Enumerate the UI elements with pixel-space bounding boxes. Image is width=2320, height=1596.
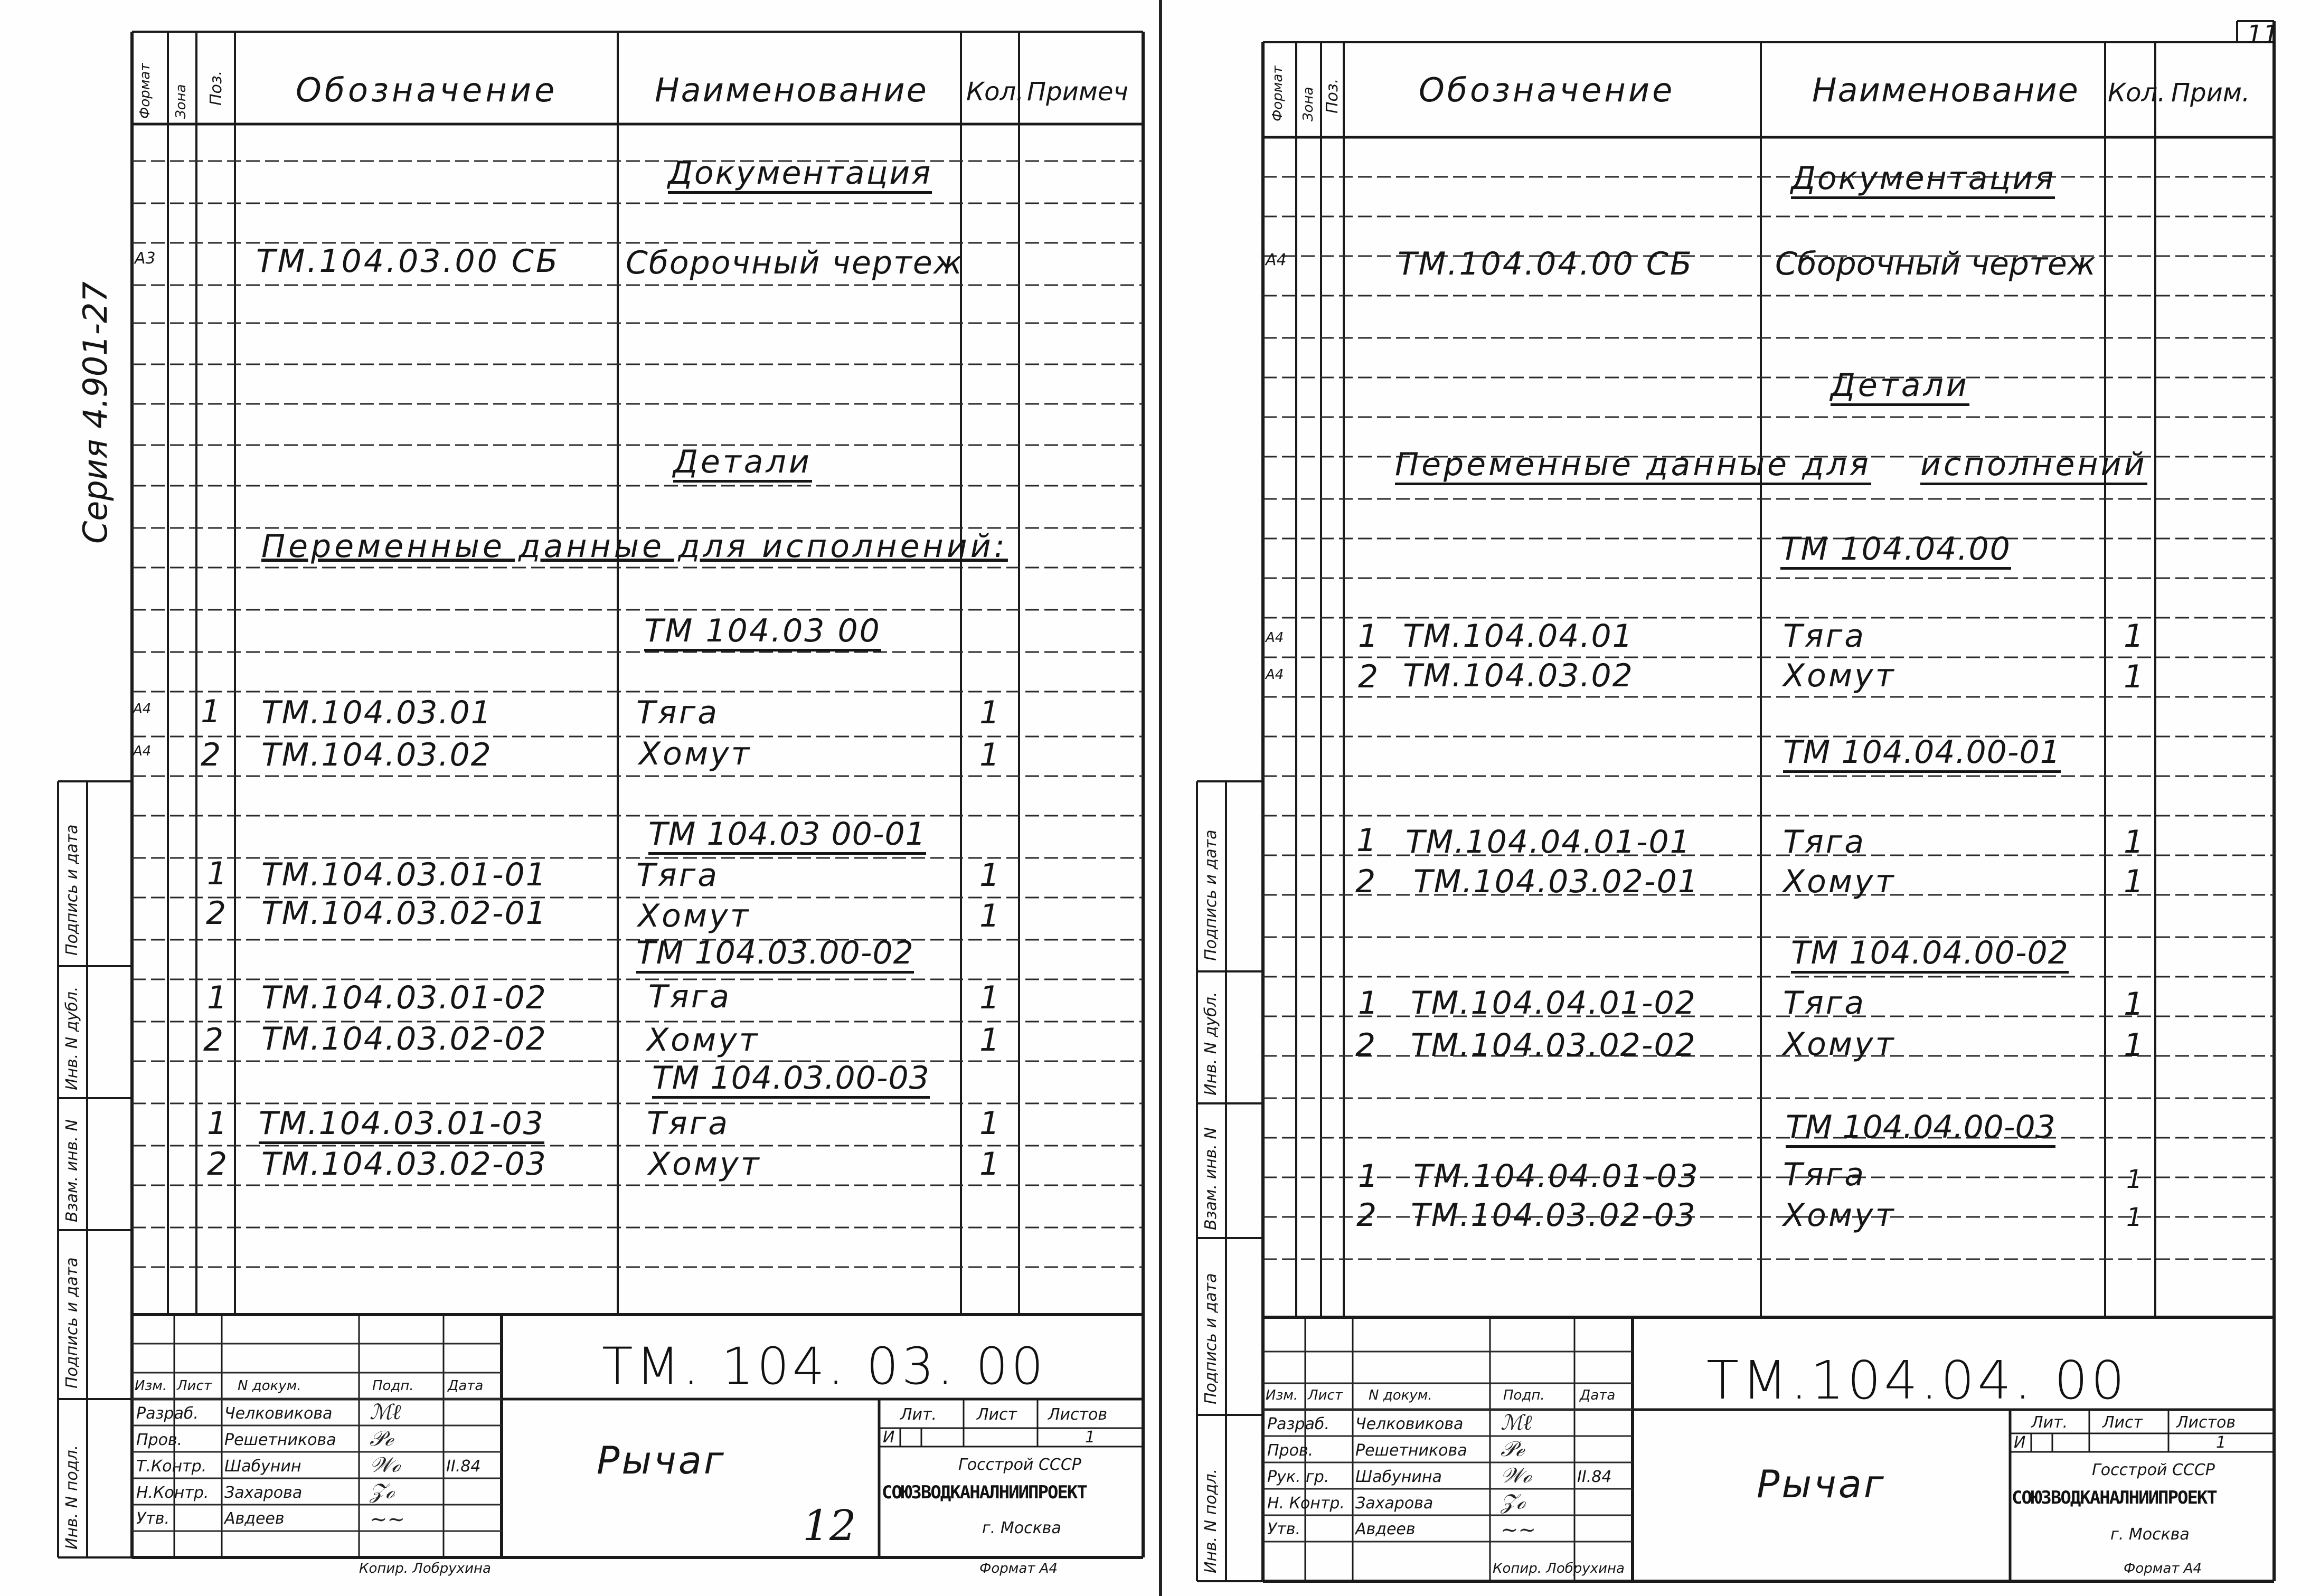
signature-mark: 𝒫ℯ <box>370 1427 393 1451</box>
tb-org-2: СОЮЗВОДКАНАЛНИИПРОЕКТ <box>2012 1487 2217 1508</box>
row-format: А4 <box>133 743 152 759</box>
side-label-sign-date-1: Подпись и дата <box>1202 829 1220 961</box>
tb-item-name: Рычаг <box>1757 1462 1886 1506</box>
row-qty: 1 <box>2126 1165 2143 1194</box>
tb-head-data: Дата <box>1580 1387 1616 1403</box>
row-pos: 1 <box>1358 985 1379 1022</box>
tb-head-izm: Изм. <box>1266 1387 1298 1403</box>
row-pos: 1 <box>207 855 228 892</box>
row-name: Хомут <box>648 1146 761 1183</box>
row-pos: 2 <box>1356 1197 1377 1234</box>
row-pos: 1 <box>207 979 228 1016</box>
signature-mark: 𝒵ℴ <box>1501 1490 1526 1514</box>
row-pos: 1 <box>1356 822 1377 859</box>
tb-org-2: СОЮЗВОДКАНАЛНИИПРОЕКТ <box>882 1482 1087 1503</box>
variant-header: ТМ 104.04.00-03 <box>1786 1111 2055 1148</box>
tb-signer: Шабунина <box>1355 1468 1442 1486</box>
tb-head-list: Лист <box>1308 1387 1343 1403</box>
row-pos: 2 <box>201 736 221 773</box>
row-qty: 1 <box>979 857 1000 894</box>
variable-data-label-end: исполнений <box>1920 449 2147 485</box>
side-label-inv-dubl: Инв. N дубл. <box>1202 991 1220 1096</box>
row-format: А4 <box>133 701 152 717</box>
row-pos: 2 <box>206 895 227 932</box>
tb-head-ndoc: N докум. <box>1369 1387 1432 1403</box>
tb-doc-code: ТМ.104.04. 00 <box>1706 1349 2128 1411</box>
tb-head-ndoc: N докум. <box>238 1378 301 1394</box>
page-number: 11 <box>2247 20 2279 50</box>
signature-mark: 𝒲ℴ <box>1501 1463 1532 1488</box>
variant-header: ТМ 104.04.00 <box>1780 533 2011 570</box>
doc-code: ТМ.104.04.00 СБ <box>1398 245 1693 282</box>
row-name: Хомут <box>639 735 752 772</box>
side-label-inv-orig: Инв. N подл. <box>63 1444 81 1550</box>
row-code: ТМ.104.03.01-03 <box>259 1108 544 1144</box>
variant-header: ТМ 104.03.00-03 <box>652 1062 930 1099</box>
row-code: ТМ.104.03.01-02 <box>261 979 547 1016</box>
tb-signer: Решетникова <box>1355 1441 1467 1460</box>
row-pos: 2 <box>1358 658 1379 695</box>
side-label-sign-date-2: Подпись и дата <box>1202 1273 1220 1404</box>
tb-sheet-hand: 12 <box>803 1501 856 1550</box>
row-code: ТМ.104.03.02 <box>261 736 492 773</box>
row-name: Хомут <box>647 1022 760 1059</box>
tb-signer: Решетникова <box>224 1431 336 1449</box>
tb-signer: Авдеев <box>1355 1520 1416 1538</box>
row-code: ТМ.104.04.01-02 <box>1411 985 1696 1022</box>
row-code: ТМ.104.03.02-01 <box>1413 863 1699 900</box>
tb-item-name: Рычаг <box>597 1438 726 1482</box>
doc-name: Сборочный чертеж <box>626 244 963 281</box>
variant-header: ТМ 104.04.00-02 <box>1791 937 2069 974</box>
tb-role: Утв. <box>1267 1520 1300 1538</box>
signature-mark: ℳℓ <box>1501 1411 1532 1435</box>
doc-section-title: Документация <box>668 157 932 194</box>
col-qty-header: Кол. <box>2108 78 2166 108</box>
col-pos-header: Поз. <box>1323 78 1342 114</box>
row-qty: 1 <box>979 979 1000 1016</box>
row-format: А4 <box>1266 630 1284 646</box>
tb-role: Рук. гр. <box>1267 1468 1329 1486</box>
signature-mark: ~~ <box>1501 1518 1536 1542</box>
tb-role: Разраб. <box>1267 1415 1329 1433</box>
signature-mark: ℳℓ <box>370 1400 401 1424</box>
side-label-vzam-inv: Взам. инв. N <box>1202 1127 1220 1230</box>
row-qty: 1 <box>979 898 1000 934</box>
row-code: ТМ.104.03.02-01 <box>261 895 547 932</box>
row-qty: 1 <box>979 1022 1000 1059</box>
tb-role: Н.Контр. <box>136 1484 209 1502</box>
tb-lit-value: И <box>883 1428 895 1447</box>
row-name: Хомут <box>638 898 751 934</box>
row-qty: 1 <box>2126 1203 2143 1232</box>
row-pos: 2 <box>203 1022 224 1059</box>
row-qty: 1 <box>2124 824 2144 861</box>
tb-head-podp: Подп. <box>1503 1387 1545 1403</box>
doc-name: Сборочный чертеж <box>1775 245 2096 282</box>
col-designation-header: Обозначение <box>1419 71 1675 109</box>
tb-role: Разраб. <box>136 1404 199 1423</box>
variant-header: ТМ 104.03.00-02 <box>636 937 914 974</box>
col-format-header: Формат <box>1270 65 1286 121</box>
row-code: ТМ.104.04.01 <box>1403 618 1634 655</box>
row-name: Хомут <box>1783 1197 1896 1234</box>
row-qty: 1 <box>979 694 1000 731</box>
tb-date: II.84 <box>1577 1468 1612 1486</box>
tb-role: Пров. <box>1267 1441 1314 1460</box>
row-pos: 2 <box>1355 1027 1376 1064</box>
row-name: Хомут <box>1783 1026 1896 1063</box>
row-name: Тяга <box>636 694 720 731</box>
row-format: А4 <box>1266 667 1284 683</box>
tb-date: II.84 <box>446 1457 481 1476</box>
row-name: Тяга <box>1783 1156 1866 1193</box>
details-section-title: Детали <box>1831 370 1969 406</box>
row-pos: 2 <box>207 1146 228 1183</box>
col-zone-header: Зона <box>173 84 189 119</box>
tb-sheets-label: Листов <box>2176 1413 2236 1432</box>
variant-header: ТМ 104.03 00 <box>644 615 881 651</box>
tb-doc-code: ТМ. 104. 03. 00 <box>602 1337 1047 1396</box>
sheet-format: Формат А4 <box>979 1561 1058 1576</box>
doc-code: ТМ.104.03.00 СБ <box>256 243 560 280</box>
spec-sheet-right <box>1160 0 2320 1596</box>
details-section-title: Детали <box>673 446 812 483</box>
tb-lit-label: Лит. <box>2031 1413 2068 1432</box>
col-format-header: Формат <box>137 63 153 119</box>
tb-sheet-label: Лист <box>2102 1413 2143 1432</box>
tb-sheet-label: Лист <box>977 1405 1017 1424</box>
tb-city: г. Москва <box>982 1519 1061 1537</box>
side-label-inv-orig: Инв. N подл. <box>1202 1468 1220 1573</box>
row-pos: 1 <box>207 1105 228 1142</box>
row-name: Хомут <box>1783 863 1896 900</box>
tb-lit-value: И <box>2014 1433 2026 1452</box>
signature-mark: 𝒵ℴ <box>370 1479 395 1504</box>
copied-by: Копир. Лобрухина <box>1493 1561 1625 1576</box>
row-qty: 1 <box>2124 863 2144 900</box>
side-label-sign-date-1: Подпись и дата <box>63 824 81 956</box>
signature-mark: 𝒫ℯ <box>1501 1437 1524 1461</box>
tb-signer: Челковикова <box>1355 1415 1464 1433</box>
tb-head-izm: Изм. <box>135 1378 167 1394</box>
col-note-header: Прим. <box>2171 78 2250 108</box>
col-note-header: Примеч <box>1027 77 1128 107</box>
variant-header: ТМ 104.04.00-01 <box>1783 736 2061 773</box>
row-pos: 2 <box>1355 863 1376 900</box>
row-code: ТМ.104.03.01-01 <box>261 856 547 893</box>
sheet-format: Формат А4 <box>2124 1561 2202 1576</box>
tb-head-podp: Подп. <box>372 1378 414 1394</box>
row-name: Хомут <box>1783 657 1896 694</box>
tb-signer: Челковикова <box>224 1404 333 1423</box>
tb-lit-label: Лит. <box>900 1405 937 1424</box>
signature-mark: ~~ <box>370 1507 405 1532</box>
row-name: Тяга <box>647 1105 730 1142</box>
copied-by: Копир. Лобрухина <box>359 1561 491 1576</box>
tb-head-data: Дата <box>448 1378 484 1394</box>
tb-signer: Захарова <box>224 1484 303 1502</box>
row-code: ТМ.104.03.02-02 <box>1411 1027 1696 1064</box>
row-code: ТМ.104.03.02-02 <box>261 1021 547 1057</box>
doc-format: А4 <box>1266 251 1287 269</box>
doc-section-title: Документация <box>1791 163 2055 199</box>
tb-role: Т.Контр. <box>136 1457 207 1476</box>
row-name: Тяга <box>1783 618 1866 655</box>
row-code: ТМ.104.03.02 <box>1403 657 1634 694</box>
row-pos: 1 <box>1358 618 1379 655</box>
series-label: Серия 4.901-27 <box>76 281 115 544</box>
tb-head-list: Лист <box>177 1378 212 1394</box>
tb-role: Н. Контр. <box>1267 1494 1345 1513</box>
tb-signer: Захарова <box>1355 1494 1434 1513</box>
tb-role: Пров. <box>136 1431 183 1449</box>
row-code: ТМ.104.04.01-01 <box>1406 824 1691 861</box>
tb-org-1: Госстрой СССР <box>958 1456 1081 1474</box>
row-name: Тяга <box>1783 824 1866 861</box>
variant-header: ТМ 104.03 00-01 <box>648 818 926 855</box>
row-qty: 1 <box>979 736 1000 773</box>
row-code: ТМ.104.03.02-03 <box>261 1146 547 1183</box>
tb-org-1: Госстрой СССР <box>2092 1461 2215 1479</box>
row-qty: 1 <box>979 1105 1000 1142</box>
row-qty: 1 <box>2124 618 2144 655</box>
col-zone-header: Зона <box>1300 87 1316 121</box>
row-code: ТМ.104.03.01 <box>261 694 492 731</box>
variable-data-label: Переменные данные для исполнений: <box>261 528 1008 565</box>
tb-city: г. Москва <box>2110 1525 2190 1544</box>
variable-data-label: Переменные данные для <box>1395 449 1871 485</box>
row-name: Тяга <box>636 857 720 894</box>
row-qty: 1 <box>2124 658 2144 695</box>
row-qty: 1 <box>2124 986 2144 1023</box>
side-label-sign-date-2: Подпись и дата <box>63 1257 81 1389</box>
row-qty: 1 <box>979 1146 1000 1183</box>
col-name-header: Наименование <box>1812 71 2079 109</box>
signature-mark: 𝒲ℴ <box>370 1453 401 1477</box>
side-label-inv-dubl: Инв. N дубл. <box>63 986 81 1090</box>
row-pos: 1 <box>1358 1158 1379 1195</box>
tb-signer: Авдеев <box>224 1509 285 1528</box>
tb-sheets-value: 1 <box>2216 1433 2227 1452</box>
tb-signer: Шабунин <box>224 1457 301 1476</box>
row-code: ТМ.104.03.02-03 <box>1411 1197 1696 1234</box>
tb-role: Утв. <box>136 1509 169 1528</box>
col-designation-header: Обозначение <box>296 71 558 109</box>
row-name: Тяга <box>1783 985 1866 1022</box>
col-pos-header: Поз. <box>207 70 225 106</box>
row-qty: 1 <box>2124 1027 2144 1064</box>
side-label-vzam-inv: Взам. инв. N <box>63 1119 81 1222</box>
doc-format: А3 <box>135 249 156 268</box>
col-name-header: Наименование <box>655 71 928 109</box>
tb-sheets-label: Листов <box>1048 1405 1108 1424</box>
row-name: Тяга <box>648 978 732 1015</box>
row-pos: 1 <box>201 693 221 730</box>
col-qty-header: Кол. <box>966 77 1024 107</box>
tb-sheets-value: 1 <box>1085 1428 1096 1447</box>
row-code: ТМ.104.04.01-03 <box>1413 1158 1699 1195</box>
